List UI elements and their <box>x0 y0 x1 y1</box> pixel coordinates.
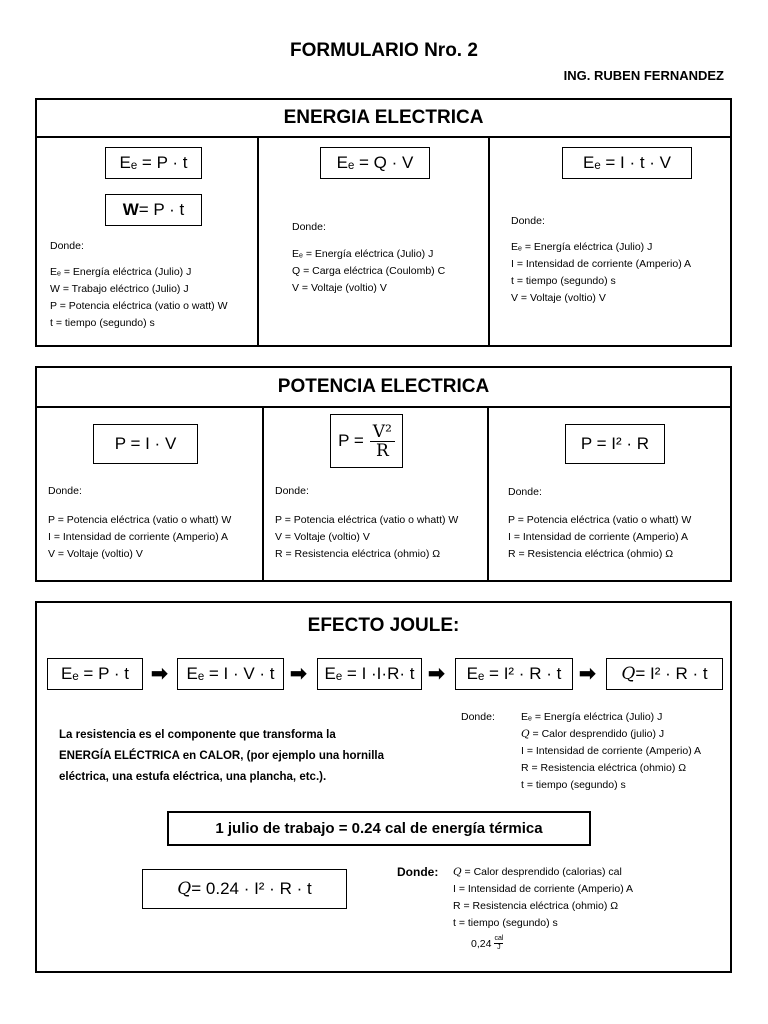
fraction-numerator: V² <box>370 423 395 442</box>
formula-text: Eₑ = I² · R · t <box>466 664 562 683</box>
definition-line: I = Intensidad de corriente (Amperio) A <box>48 531 229 543</box>
author-name: ING. RUBEN FERNANDEZ <box>563 68 724 83</box>
definition-line: I = Intensidad de corriente (Amperio) A <box>453 883 634 895</box>
formula-text: = 0.24 · I² · R · t <box>191 879 312 898</box>
potencia-section <box>35 366 732 582</box>
definition-line: V = Voltaje (voltio) V <box>511 292 606 304</box>
definition-line: Eₑ = Energía eléctrica (Julio) J <box>521 711 663 723</box>
definitions-list <box>292 246 445 297</box>
energia-heading: ENERGIA ELECTRICA <box>37 100 730 138</box>
definition-line: I = Intensidad de corriente (Amperio) A <box>511 258 692 270</box>
donde-label: Donde: <box>275 485 309 497</box>
definition-line: P = Potencia eléctrica (vatio o whatt) W <box>508 514 692 526</box>
equivalence-text: 1 julio de trabajo = 0.24 cal de energía térmica <box>215 820 543 837</box>
definition-line: t = tiempo (segundo) s <box>453 917 558 929</box>
definition-line: t = tiempo (segundo) s <box>50 317 155 329</box>
definition-line <box>521 726 701 743</box>
joule-heading: EFECTO JOULE: <box>307 615 460 636</box>
factor-unit-den: J <box>497 944 501 951</box>
heat-symbol: Q <box>177 879 192 899</box>
donde-label: Donde: <box>292 221 326 233</box>
definition-line: R = Resistencia eléctrica (ohmio) Ω <box>453 900 619 912</box>
factor-unit-num: cal <box>494 935 504 942</box>
joule-section <box>35 601 732 973</box>
definitions-list <box>521 709 701 794</box>
fraction <box>370 423 395 460</box>
description-paragraph <box>59 725 384 788</box>
definition-line: P = Potencia eléctrica (vatio o whatt) W <box>275 514 459 526</box>
paragraph-line: La resistencia es el componente que transforma la <box>59 729 336 741</box>
formula-text: P = I · V <box>114 434 177 453</box>
definition-line: R = Resistencia eléctrica (ohmio) Ω <box>508 548 674 560</box>
definitions-list <box>508 512 691 563</box>
formula-box <box>47 658 143 690</box>
definition-line: W = Trabajo eléctrico (Julio) J <box>50 283 189 295</box>
definitions-list <box>453 864 633 932</box>
definition-line: t = tiempo (segundo) s <box>511 275 616 287</box>
arrow-right-icon: ➡ <box>428 663 445 685</box>
energia-col-divider-1 <box>257 136 259 345</box>
definition-line: I = Intensidad de corriente (Amperio) A <box>521 745 702 757</box>
paragraph-line <box>59 746 384 767</box>
definition-line: t = tiempo (segundo) s <box>521 779 626 791</box>
definition-line: V = Voltaje (voltio) V <box>275 531 370 543</box>
formula-box <box>177 658 284 690</box>
definition-line: P = Potencia eléctrica (vatio o watt) W <box>50 300 228 312</box>
formula-box <box>330 414 403 468</box>
heat-symbol: Q <box>521 728 530 740</box>
definition-line: Eₑ = Energía eléctrica (Julio) J <box>511 241 653 253</box>
donde-label: Donde: <box>397 865 439 879</box>
formula-text: Eₑ = P · t <box>119 153 188 172</box>
formula-box <box>317 658 422 690</box>
formula-text: = P · t <box>138 200 185 219</box>
definition-line: V = Voltaje (voltio) V <box>48 548 143 560</box>
formula-box <box>105 194 202 226</box>
potencia-col-divider-1 <box>262 406 264 580</box>
definition-line: V = Voltaje (voltio) V <box>292 282 387 294</box>
definition-line: P = Potencia eléctrica (vatio o whatt) W <box>48 514 232 526</box>
fraction-denominator: R <box>375 440 389 461</box>
formula-text: Eₑ = I · t · V <box>582 153 672 172</box>
arrow-right-icon: ➡ <box>290 663 307 685</box>
donde-label: Donde: <box>50 240 84 252</box>
heat-symbol: Q <box>621 664 636 684</box>
formula-text: Eₑ = P · t <box>61 664 129 683</box>
arrow-right-icon: ➡ <box>151 663 168 685</box>
donde-label: Donde: <box>48 485 82 497</box>
potencia-heading: POTENCIA ELECTRICA <box>37 368 730 408</box>
formula-symbol: W <box>122 200 139 219</box>
definitions-list <box>275 512 458 563</box>
definitions-list <box>511 239 691 307</box>
page-title: FORMULARIO Nro. 2 <box>290 40 478 61</box>
donde-label: Donde: <box>511 215 545 227</box>
formula-box <box>562 147 692 179</box>
heat-formula-box <box>142 869 347 909</box>
paragraph-line: eléctrica, una estufa eléctrica, una plancha, etc.). <box>59 771 327 783</box>
definitions-list <box>50 264 228 332</box>
formula-box <box>93 424 198 464</box>
formula-text: Eₑ = I · V · t <box>186 664 275 683</box>
definition-line: I = Intensidad de corriente (Amperio) A <box>508 531 689 543</box>
formula-box <box>455 658 573 690</box>
definition-line: R = Resistencia eléctrica (ohmio) Ω <box>521 762 687 774</box>
arrow-right-icon: ➡ <box>579 663 596 685</box>
formula-box <box>105 147 202 179</box>
potencia-col-divider-2 <box>487 406 489 580</box>
factor-value: 0,24 <box>471 937 492 950</box>
formula-box <box>565 424 665 464</box>
formula-text: P = I² · R <box>580 434 650 453</box>
definition-line: Eₑ = Energía eléctrica (Julio) J <box>50 266 192 278</box>
formula-text: Eₑ = Q · V <box>336 153 414 172</box>
factor-unit <box>494 935 503 952</box>
definition-text: = Calor desprendido (calorias) cal <box>461 866 622 878</box>
donde-label: Donde: <box>461 711 495 723</box>
definition-line <box>453 864 633 881</box>
formula-text: P = <box>338 431 364 450</box>
definition-line: R = Resistencia eléctrica (ohmio) Ω <box>275 548 441 560</box>
formula-text: Eₑ = I ·I·R· t <box>324 664 415 683</box>
heat-symbol: Q <box>453 866 462 878</box>
conversion-factor <box>471 935 503 952</box>
donde-label: Donde: <box>508 486 542 498</box>
definition-line: Eₑ = Energía eléctrica (Julio) J <box>292 248 434 260</box>
energia-section <box>35 98 732 347</box>
equivalence-box <box>167 811 591 846</box>
energia-col-divider-2 <box>488 136 490 345</box>
formula-box <box>320 147 430 179</box>
definition-text: = Calor desprendido (julio) J <box>529 728 665 740</box>
paragraph-text: (por ejemplo una hornilla <box>243 750 385 762</box>
formula-box <box>606 658 723 690</box>
definition-line: Q = Carga eléctrica (Coulomb) C <box>292 265 446 277</box>
paragraph-bold: ENERGÍA ELÉCTRICA en CALOR, <box>59 750 244 762</box>
formula-text: = I² · R · t <box>635 664 708 683</box>
definitions-list <box>48 512 231 563</box>
